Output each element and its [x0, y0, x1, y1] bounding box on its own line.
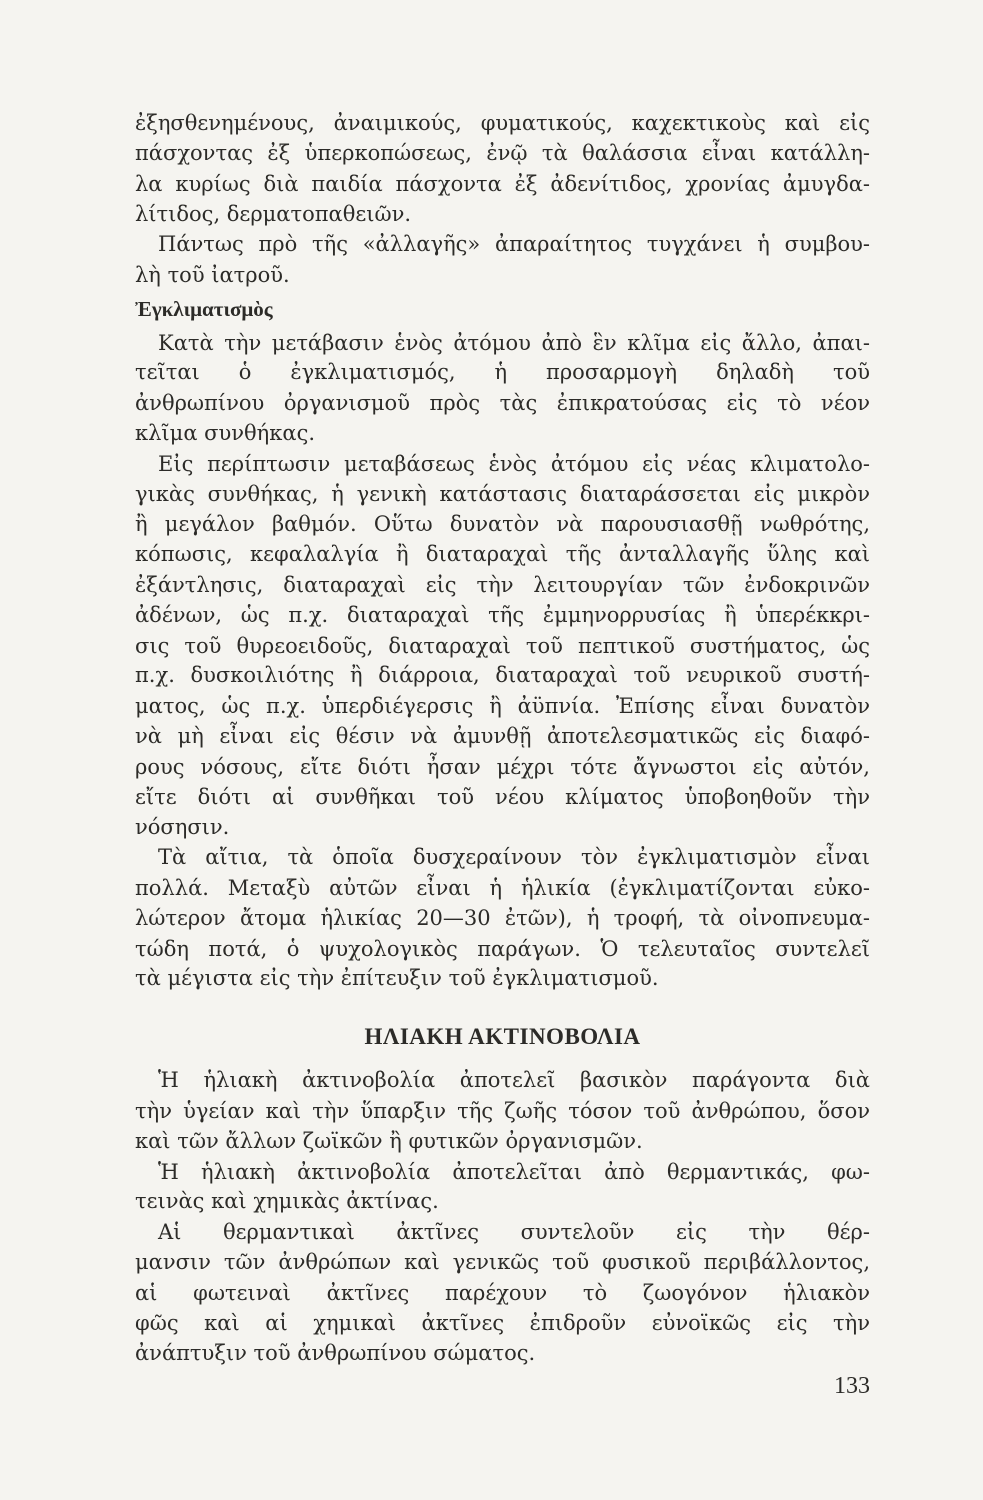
text-line: φῶς καὶ αἱ χημικαὶ ἀκτῖνες ἐπιδροῦν εὐνοϊκῶς εἰς τὴν [135, 1311, 870, 1335]
text-line: τεινὰς καὶ χημικὰς ἀκτίνας. [135, 1189, 439, 1213]
text-line: σις τοῦ θυρεοειδοῦς, διαταραχαὶ τοῦ πεπτικοῦ συστήματος, ὡς [135, 634, 870, 658]
text-line: τὴν ὑγείαν καὶ τὴν ὕπαρξιν τῆς ζωῆς τόσον τοῦ ἀνθρώπου, ὅσον [135, 1099, 870, 1123]
text-line: ρους νόσους, εἴτε διότι ἦσαν μέχρι τότε ἄγνωστοι εἰς αὐτόν, [135, 755, 870, 779]
text-line: πάσχοντας ἐξ ὑπερκοπώσεως, ἐνῷ τὰ θαλάσσια εἶναι κατάλλη- [135, 141, 870, 165]
text-line: Αἱ θερμαντικαὶ ἀκτῖνες συντελοῦν εἰς τὴν θέρ- [158, 1220, 870, 1244]
text-line: Ἡ ἡλιακὴ ἀκτινοβολία ἀποτελεῖται ἀπὸ θερμαντικάς, φω- [158, 1160, 870, 1184]
text-line: αἱ φωτειναὶ ἀκτῖνες παρέχουν τὸ ζωογόνον ἡλιακὸν [135, 1281, 870, 1305]
text-line: λα κυρίως διὰ παιδία πάσχοντα ἐξ ἀδενίτιδος, χρονίας ἀμυγδα- [135, 172, 870, 196]
text-line: νόσησιν. [135, 815, 230, 839]
text-line: πολλά. Μεταξὺ αὐτῶν εἶναι ἡ ἡλικία (ἐγκλιματίζονται εὐκο- [135, 876, 870, 900]
text-line: Εἰς περίπτωσιν μεταβάσεως ἑνὸς ἀτόμου εἰς νέας κλιματολο- [158, 452, 870, 476]
text-line: Κατὰ τὴν μετάβασιν ἑνὸς ἀτόμου ἀπὸ ἓν κλῖμα εἰς ἄλλο, ἀπαι- [158, 331, 870, 355]
text-line: π.χ. δυσκοιλιότης ἢ διάρροια, διαταραχαὶ τοῦ νευρικοῦ συστή- [135, 663, 870, 687]
page-number: 133 [834, 1373, 870, 1399]
text-line: τεῖται ὁ ἐγκλιματισμός, ἡ προσαρμογὴ δηλαδὴ τοῦ [135, 360, 870, 384]
text-line: ἢ μεγάλον βαθμόν. Οὕτω δυνατὸν νὰ παρουσιασθῇ νωθρότης, [135, 512, 870, 536]
section-title: ΗΛΙΑΚΗ ΑΚΤΙΝΟΒΟΛΙΑ [364, 1024, 641, 1049]
text-line: μανσιν τῶν ἀνθρώπων καὶ γενικῶς τοῦ φυσικοῦ περιβάλλοντος, [135, 1250, 870, 1274]
text-line: λώτερον ἄτομα ἡλικίας 20—30 ἐτῶν), ἡ τροφή, τὰ οἰνοπνευμα- [135, 906, 870, 930]
text-line: γικὰς συνθήκας, ἡ γενικὴ κατάστασις διαταράσσεται εἰς μικρὸν [135, 482, 870, 506]
text-line: ἀνθρωπίνου ὀργανισμοῦ πρὸς τὰς ἐπικρατούσας εἰς τὸ νέον [135, 391, 870, 415]
text-line: ἀδένων, ὡς π.χ. διαταραχαὶ τῆς ἐμμηνορρυσίας ἢ ὑπερέκκρι- [135, 603, 870, 627]
text-line: Πάντως πρὸ τῆς «ἀλλαγῆς» ἀπαραίτητος τυγχάνει ἡ συμβου- [158, 232, 870, 256]
text-line: νὰ μὴ εἶναι εἰς θέσιν νὰ ἀμυνθῇ ἀποτελεσματικῶς εἰς διαφό- [135, 724, 870, 748]
text-line: κόπωσις, κεφαλαλγία ἢ διαταραχαὶ τῆς ἀνταλλαγῆς ὕλης καὶ [135, 542, 870, 566]
text-line: ἀνάπτυξιν τοῦ ἀνθρωπίνου σώματος. [135, 1341, 536, 1365]
text-line: λὴ τοῦ ἰατροῦ. [135, 263, 290, 287]
text-line: καὶ τῶν ἄλλων ζωϊκῶν ἢ φυτικῶν ὀργανισμῶν. [135, 1129, 643, 1153]
text-line: κλῖμα συνθήκας. [135, 421, 316, 445]
text-line: εἴτε διότι αἱ συνθῆκαι τοῦ νέου κλίματος ὑποβοηθοῦν τὴν [135, 785, 870, 809]
text-line: τὰ μέγιστα εἰς τὴν ἐπίτευξιν τοῦ ἐγκλιματισμοῦ. [135, 966, 659, 990]
subheading: Ἐγκλιματισμὸς [135, 297, 273, 321]
text-line: ματος, ὡς π.χ. ὑπερδιέγερσις ἢ ἀϋπνία. Ἐπίσης εἶναι δυνατὸν [135, 694, 870, 718]
text-line: λίτιδος, δερματοπαθειῶν. [135, 202, 412, 226]
text-line: Ἡ ἡλιακὴ ἀκτινοβολία ἀποτελεῖ βασικὸν παράγοντα διὰ [158, 1068, 870, 1092]
text-line: Τὰ αἴτια, τὰ ὁποῖα δυσχεραίνουν τὸν ἐγκλιματισμὸν εἶναι [158, 845, 870, 869]
text-line: ἐξάντλησις, διαταραχαὶ εἰς τὴν λειτουργίαν τῶν ἐνδοκρινῶν [135, 573, 870, 597]
text-line: τώδη ποτά, ὁ ψυχολογικὸς παράγων. Ὁ τελευταῖος συντελεῖ [135, 937, 870, 961]
text-line: ἐξησθενημένους, ἀναιμικούς, φυματικούς, καχεκτικοὺς καὶ εἰς [135, 111, 870, 135]
